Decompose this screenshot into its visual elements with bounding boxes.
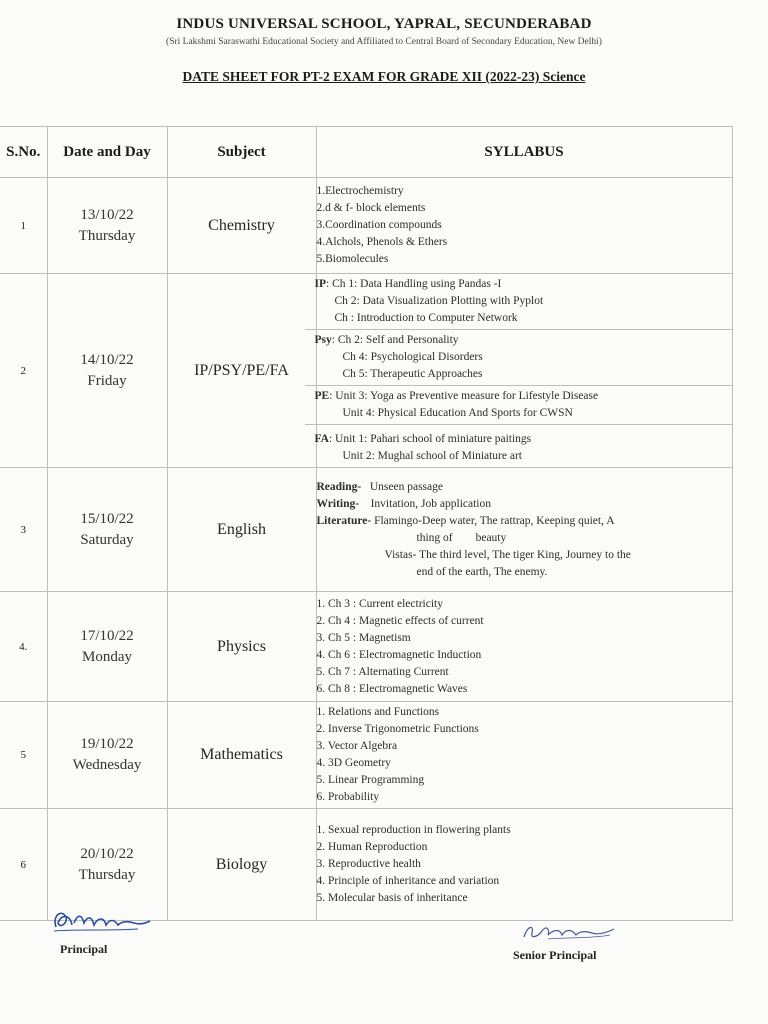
row-date-day [47, 809, 167, 921]
literature-text: Flamingo-Deep water, The rattrap, Keeping quiet, A [374, 514, 615, 527]
row-date: 20/10/22 [80, 845, 134, 862]
row-subject: Chemistry [167, 178, 316, 274]
syllabus-block-ip [305, 274, 732, 330]
syllabus-item: 1.Electrochemistry [316, 185, 404, 197]
syllabus-item: 2. Ch 4 : Magnetic effects of current [316, 614, 484, 627]
row-subject: Mathematics [167, 702, 316, 809]
row-subject: English [167, 468, 316, 592]
syllabus-item: 1. Sexual reproduction in flowering plants [316, 824, 511, 836]
vistas-text-cont: end of the earth, The enemy. [416, 565, 548, 578]
syllabus-item: 3. Reproductive health [316, 858, 421, 870]
row-syllabus [316, 702, 732, 809]
row-date-day [47, 702, 167, 809]
writing-label: Writing- [316, 497, 360, 510]
block-label: Psy [314, 334, 332, 346]
syllabus-item: 1. Ch 3 : Current electricity [316, 597, 443, 610]
row-syllabus [316, 809, 732, 921]
row-date-day [47, 468, 167, 592]
writing-text: Invitation, Job application [370, 497, 492, 510]
syllabus-item: 3. Vector Algebra [316, 740, 398, 752]
block-line: Ch 2: Data Visualization Plotting with Pyplot [334, 295, 544, 307]
row-date: 13/10/22 [80, 206, 134, 223]
syllabus-item: 4. Principle of inheritance and variation [316, 875, 500, 887]
page-title: DATE SHEET FOR PT-2 EXAM FOR GRADE XII (2022-23) Science [182, 69, 586, 84]
block-line: Unit 2: Mughal school of Miniature art [342, 450, 522, 462]
row-day: Thursday [78, 227, 136, 244]
header-sno: S.No. [0, 127, 47, 178]
principal-signature-icon [48, 905, 168, 935]
syllabus-item: 6. Probability [316, 791, 380, 803]
literature-text-cont: thing of beauty [416, 531, 507, 544]
row-day: Wednesday [72, 757, 142, 773]
syllabus-item: 4. 3D Geometry [316, 757, 391, 769]
block-line: Unit 4: Physical Education And Sports for CWSN [342, 407, 573, 419]
row-day: Friday [87, 372, 127, 389]
signature-area [0, 905, 768, 985]
school-name: INDUS UNIVERSAL SCHOOL, YAPRAL, SECUNDERABAD [176, 16, 592, 32]
table-row [0, 809, 732, 921]
syllabus-block-pe [305, 386, 732, 425]
syllabus-item: 2. Inverse Trigonometric Functions [316, 723, 479, 735]
block-line: : Unit 3: Yoga as Preventive measure for Lifestyle Disease [329, 390, 599, 402]
syllabus-item: 5. Linear Programming [316, 774, 425, 786]
syllabus-item: 4. Ch 6 : Electromagnetic Induction [316, 648, 482, 661]
header-date: Date and Day [47, 127, 167, 178]
syllabus-item: 3.Coordination compounds [316, 219, 442, 231]
syllabus-item: 4.Alchols, Phenols & Ethers [316, 236, 448, 248]
row-sno: 2 [0, 274, 47, 468]
row-date-day [47, 592, 167, 702]
syllabus-item: 6. Ch 8 : Electromagnetic Waves [316, 682, 468, 695]
row-day: Saturday [80, 531, 134, 548]
block-line: : Unit 1: Pahari school of miniature paitings [328, 433, 532, 445]
row-sno: 3 [0, 468, 47, 592]
row-day: Monday [82, 648, 132, 665]
syllabus-item: 2. Human Reproduction [316, 841, 428, 853]
row-date: 17/10/22 [80, 627, 134, 644]
date-sheet-table [0, 126, 733, 921]
principal-label: Principal [60, 942, 108, 956]
syllabus-item: 1. Relations and Functions [316, 706, 440, 718]
literature-label: Literature- [316, 514, 372, 527]
header-syllabus: SYLLABUS [316, 127, 732, 178]
syllabus-item: 2.d & f- block elements [316, 202, 426, 214]
row-date-day [47, 274, 167, 468]
row-date: 19/10/22 [80, 736, 134, 752]
block-line: Ch 4: Psychological Disorders [342, 351, 483, 363]
row-sno: 6 [0, 809, 47, 921]
table-header-row [0, 127, 732, 178]
row-subject: Physics [167, 592, 316, 702]
syllabus-item: 5. Molecular basis of inheritance [316, 892, 468, 904]
row-date: 15/10/22 [80, 510, 134, 527]
table-row [0, 592, 732, 702]
row-syllabus [316, 468, 732, 592]
row-syllabus [316, 592, 732, 702]
society-affiliation: (Sri Lakshmi Saraswathi Educational Society and Affiliated to Central Board of Secondary Education, New Delhi) [166, 37, 602, 47]
row-subject: IP/PSY/PE/FA [167, 274, 316, 468]
syllabus-block-fa [305, 425, 732, 467]
table-row [0, 702, 732, 809]
header-subject: Subject [167, 127, 316, 178]
senior-principal-label: Senior Principal [513, 948, 597, 962]
row-sno: 4. [0, 592, 47, 702]
row-syllabus [316, 274, 732, 468]
syllabus-item: 5. Ch 7 : Alternating Current [316, 665, 449, 678]
block-label: PE [314, 390, 330, 402]
row-day: Thursday [78, 866, 136, 883]
row-date-day [47, 178, 167, 274]
block-line: Ch : Introduction to Computer Network [334, 312, 518, 324]
row-sno: 5 [0, 702, 47, 809]
vistas-text: Vistas- The third level, The tiger King, Journey to the [384, 548, 631, 561]
reading-label: Reading- [316, 480, 362, 493]
table-row [0, 274, 732, 468]
table-row [0, 468, 732, 592]
syllabus-item: 5.Biomolecules [316, 253, 389, 265]
row-sno: 1 [0, 178, 47, 274]
row-syllabus [316, 178, 732, 274]
row-subject: Biology [167, 809, 316, 921]
block-line: Ch 5: Therapeutic Approaches [342, 368, 483, 380]
block-label: FA [314, 433, 329, 445]
syllabus-block-psy [305, 330, 732, 386]
block-line: : Ch 1: Data Handling using Pandas -I [326, 278, 502, 290]
block-line: : Ch 2: Self and Personality [331, 334, 459, 346]
row-date: 14/10/22 [80, 351, 134, 368]
senior-principal-signature-icon [518, 919, 628, 945]
reading-text: Unseen passage [369, 480, 443, 493]
block-label: IP [314, 278, 326, 290]
syllabus-item: 3. Ch 5 : Magnetism [316, 631, 411, 644]
table-row [0, 178, 732, 274]
